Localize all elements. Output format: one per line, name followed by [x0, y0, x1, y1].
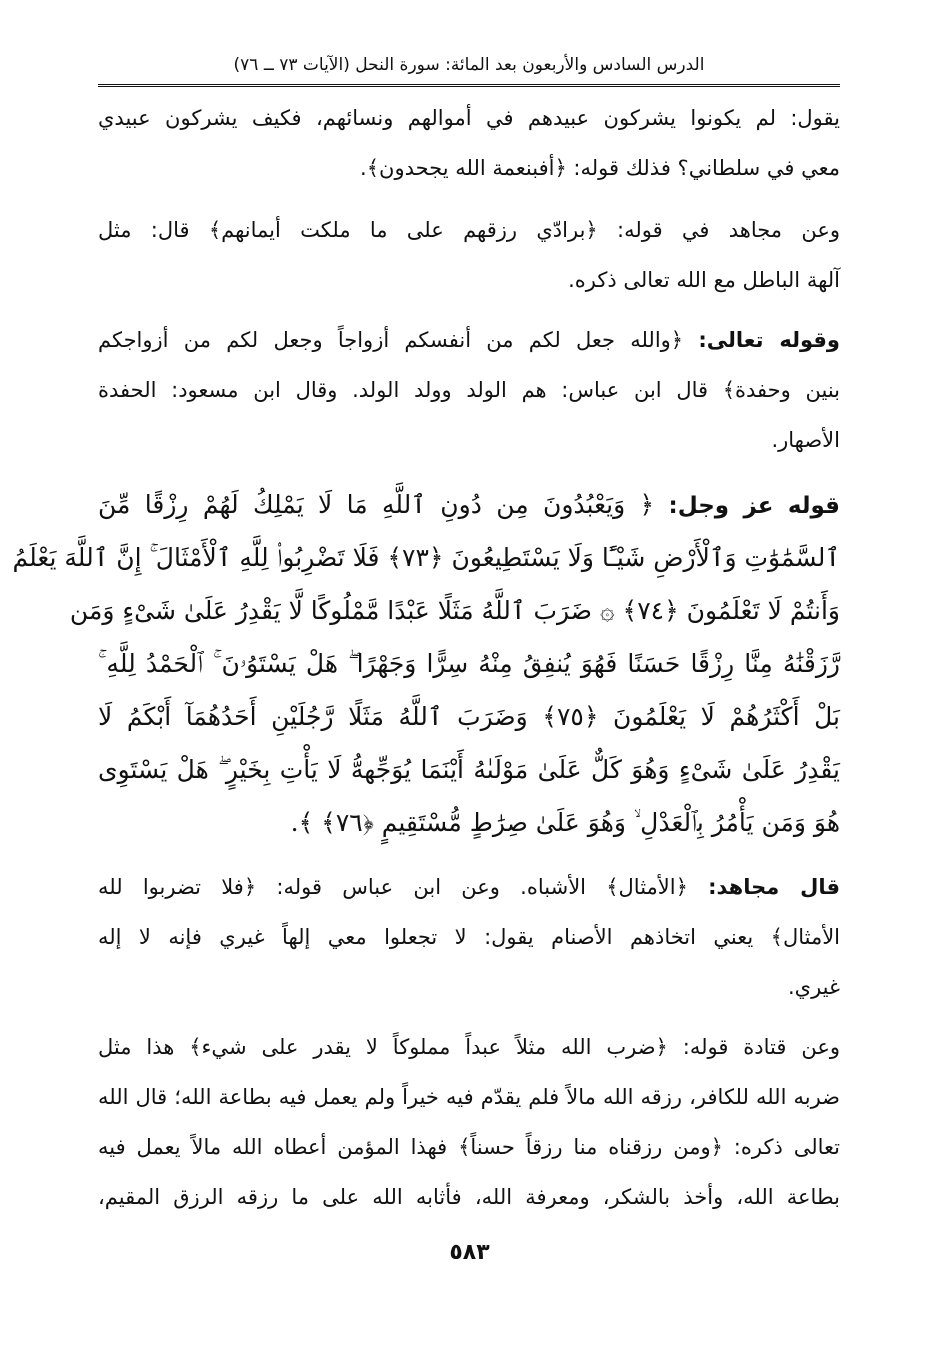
paragraph-1 [98, 93, 840, 193]
paragraph-5 [98, 862, 840, 1012]
text-line: بنين وحفدة﴾ قال ابن عباس: هم الولد وولد الولد. وقال ابن مسعود: الحفدة [98, 378, 840, 402]
paragraph-6 [98, 1022, 840, 1222]
quran-line: يَقْدِرُ عَلَىٰ شَىْءٍ وَهُوَ كَلٌّ عَلَىٰ مَوْلَىٰهُ أَيْنَمَا يُوَجِّههُّ لَا يَأْتِ بِخَيْرٍ ۖ هَلْ يَسْتَوِى [98, 755, 840, 784]
quran-line: هُوَ وَمَن يَأْمُرُ بِٱلْعَدْلِ ۙ وَهُوَ عَلَىٰ صِرَٰطٍ مُّسْتَقِيمٍ ﴿٧٦﴾ ﴾. [290, 808, 840, 837]
text-line: تعالى ذكره: ﴿ومن رزقناه منا رزقاً حسناً﴾ فهذا المؤمن أعطاه الله مالاً يعمل فيه [98, 1135, 840, 1159]
quran-line: ٱلسَّمَٰوَٰتِ وَٱلْأَرْضِ شَيْـًٔا وَلَا يَسْتَطِيعُونَ ﴿٧٣﴾ فَلَا تَضْرِبُوا۟ لِلَّهِ ٱلْأَمْثَالَ ۚ إِنَّ ٱللَّهَ يَعْلَمُ [12, 543, 840, 572]
lead-text: قال مجاهد: [708, 875, 841, 899]
text-line: آلهة الباطل مع الله تعالى ذكره. [568, 268, 840, 292]
line-text: ﴿الأمثال﴾ الأشباه. وعن ابن عباس قوله: ﴿فلا تضربوا لله [98, 875, 709, 899]
text-line: غيري. [787, 975, 840, 999]
text-line: معي في سلطاني؟ فذلك قوله: ﴿أفبنعمة الله يجحدون﴾. [360, 156, 840, 180]
lead-text: وقوله تعالى: [698, 328, 840, 352]
text-line: بطاعة الله، وأخذ بالشكر، ومعرفة الله، فأثابه الله على ما رزقه الرزق المقيم، [98, 1185, 840, 1209]
quran-line: رَّزَقْنَٰهُ مِنَّا رِزْقًا حَسَنًا فَهُوَ يُنفِقُ مِنْهُ سِرًّا وَجَهْرًا ۖ هَلْ يَسْتَوُۥنَ ۚ ٱلْحَمْدُ لِلَّهِ ۚ [98, 649, 840, 678]
text-line: يقول: لم يكونوا يشركون عبيدهم في أموالهم ونسائهم، فكيف يشركون عبيدي [98, 106, 840, 130]
lead-text: قوله عز وجل: [668, 493, 840, 519]
text-line: وعن قتادة قوله: ﴿ضرب الله مثلاً عبداً مملوكاً لا يقدر على شيء﴾ هذا مثل [98, 1035, 840, 1059]
quran-passage [12, 478, 840, 849]
page-number: ٥٨٣ [449, 1240, 490, 1265]
header-rule [98, 84, 840, 87]
paragraph-2 [98, 205, 840, 305]
text-line [98, 862, 840, 912]
quran-text: ﴿ وَيَعْبُدُونَ مِن دُونِ ٱللَّهِ مَا لَا يَمْلِكُ لَهُمْ رِزْقًا مِّنَ [98, 490, 669, 519]
quran-line: وَأَنتُمْ لَا تَعْلَمُونَ ﴿٧٤﴾ ۞ ضَرَبَ ٱللَّهُ مَثَلًا عَبْدًا مَّمْلُوكًا لَّا يَقْدِرُ عَلَىٰ شَىْءٍ وَمَن [69, 596, 840, 625]
paragraph-3 [98, 315, 840, 465]
quran-line: بَلْ أَكْثَرُهُمْ لَا يَعْلَمُونَ ﴿٧٥﴾ وَضَرَبَ ٱللَّهُ مَثَلًا رَّجُلَيْنِ أَحَدُهُمَآ أَبْكَمُ لَا [98, 702, 840, 731]
text-line [98, 478, 840, 531]
running-header: الدرس السادس والأربعون بعد المائة: سورة النحل (الآيات ٧٣ ــ ٧٦) [233, 55, 705, 75]
line-text: ﴿والله جعل لكم من أنفسكم أزواجاً وجعل لكم من أزواجكم [98, 328, 699, 352]
text-line: وعن مجاهد في قوله: ﴿برادّي رزقهم على ما ملكت أيمانهم﴾ قال: مثل [98, 218, 840, 242]
text-line: الأصهار. [771, 428, 840, 452]
text-line [98, 315, 840, 365]
text-line: ضربه الله للكافر، رزقه الله مالاً فلم يقدّم فيه خيراً ولم يعمل فيه بطاعة الله؛ قال الله [98, 1085, 840, 1109]
text-line: الأمثال﴾ يعني اتخاذهم الأصنام يقول: لا تجعلوا معي إلهاً غيري فإنه لا إله [98, 925, 840, 949]
